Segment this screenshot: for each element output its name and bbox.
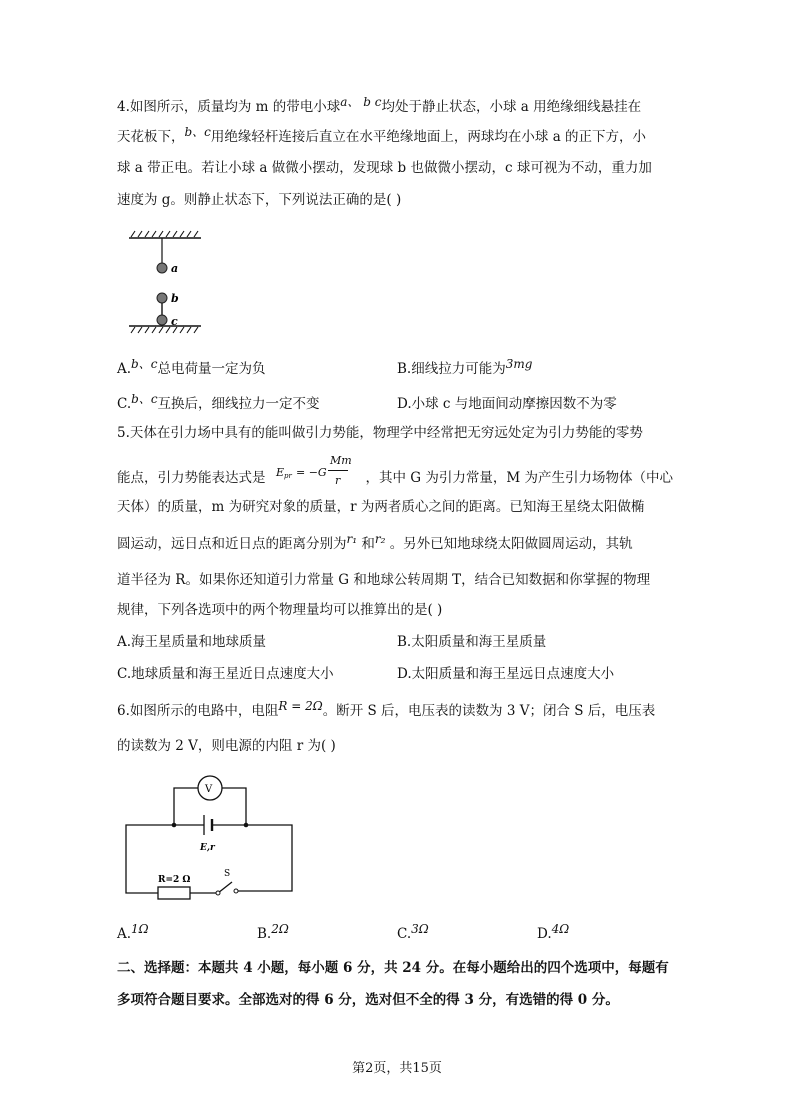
- q4-math-bc: b、c: [184, 125, 211, 139]
- q6-option-a[interactable]: [117, 924, 149, 944]
- ball-c: [157, 315, 167, 325]
- label-a: a: [171, 262, 179, 275]
- q4-text: 4.如图所示，质量均为 m 的带电小球: [117, 99, 341, 115]
- q4-line-4: 速度为 g。则静止状态下，下列说法正确的是( ): [117, 192, 402, 208]
- junction-left: [172, 823, 177, 828]
- option-math: b、c: [131, 357, 158, 371]
- option-letter: A.: [117, 361, 132, 377]
- q4-option-b[interactable]: [397, 359, 532, 379]
- option-math: 2Ω: [271, 922, 289, 936]
- option-math: 1Ω: [131, 922, 149, 936]
- battery-label: E,r: [200, 843, 215, 853]
- q4-line-1: [117, 97, 641, 117]
- section-2-heading-line-1: 二、选择题：本题共 4 小题，每小题 6 分，共 24 分。在每小题给出的四个选项中，每题有: [117, 960, 669, 976]
- q5-math-r2: r₂: [374, 532, 386, 546]
- q5-option-c[interactable]: C.地球质量和海王星近日点速度大小: [117, 666, 334, 682]
- q5-line-6: 规律，下列各选项中的两个物理量均可以推算出的是( ): [117, 602, 443, 618]
- option-letter: C.: [397, 926, 412, 942]
- switch-contact-right: [234, 889, 238, 893]
- q4-line-3: 球 a 带正电。若让小球 a 做微小摆动，发现球 b 也做微小摆动，c 球可视为不动，重力加: [117, 160, 652, 176]
- q6-option-d[interactable]: [537, 924, 569, 944]
- switch-contact-left: [216, 891, 220, 895]
- formula-sub: pr: [284, 472, 292, 480]
- option-math: 4Ω: [551, 922, 570, 936]
- option-letter: D.: [537, 926, 552, 942]
- q5-text: 圆运动，远日点和近日点的距离分别为: [117, 536, 347, 552]
- option-letter: C.: [117, 396, 132, 412]
- q5-option-d[interactable]: D.太阳质量和海王星远日点速度大小: [397, 666, 615, 682]
- q6-text: 。断开 S 后，电压表的读数为 3 V；闭合 S 后，电压表: [322, 703, 656, 719]
- q6-option-c[interactable]: [397, 924, 429, 944]
- formula-num: Mm: [330, 454, 352, 467]
- q5-text: ，其中 G 为引力常量，M 为产生引力场物体（中心: [365, 470, 673, 486]
- q6-option-b[interactable]: [257, 924, 289, 944]
- q5-math-r1: r₁: [346, 532, 358, 546]
- q4-option-a[interactable]: [117, 359, 265, 379]
- q4-line-2: [117, 127, 646, 147]
- q5-formula: [276, 452, 376, 492]
- floor: [129, 326, 201, 333]
- q5-line-4: [117, 534, 633, 554]
- label-b: b: [171, 292, 179, 305]
- ball-b: [157, 293, 167, 303]
- q4-text: 均处于静止状态，小球 a 用绝缘细线悬挂在: [381, 99, 642, 115]
- formula-bar: [328, 470, 348, 471]
- q5-line-5: 道半径为 R。如果你还知道引力常量 G 和地球公转周期 T，结合已知数据和你掌握的物理: [117, 572, 651, 588]
- q6-text: 6.如图所示的电路中，电阻: [117, 703, 279, 719]
- q5-line-2: [117, 468, 673, 488]
- option-math: b、c: [131, 392, 158, 406]
- option-letter: B.: [257, 926, 272, 942]
- resistor-icon: [158, 887, 190, 899]
- option-letter: A.: [117, 926, 132, 942]
- q5-line-1: 5.天体在引力场中具有的能叫做引力势能，物理学中经常把无穷远处定为引力势能的零势: [117, 425, 643, 441]
- formula-E: E: [276, 466, 285, 479]
- label-c: c: [171, 315, 178, 328]
- q6-circuit: [120, 770, 300, 900]
- q6-line-2: 的读数为 2 V，则电源的内阻 r 为( ): [117, 738, 336, 754]
- section-2-heading-line-2: 多项符合题目要求。全部选对的得 6 分，选对但不全的得 3 分，有选错的得 0 分。: [117, 992, 619, 1008]
- switch-label: S: [224, 869, 231, 879]
- q4-figure: [125, 230, 205, 338]
- resistor-label: R=2 Ω: [158, 875, 191, 885]
- q5-text: 。另外已知地球绕太阳做圆周运动，其轨: [389, 536, 633, 552]
- q6-math-R: R = 2Ω: [278, 699, 323, 713]
- q5-option-a[interactable]: A.海王星质量和地球质量: [117, 634, 267, 650]
- formula-eq: = −G: [296, 466, 327, 479]
- option-text: B.细线拉力可能为: [397, 361, 506, 377]
- voltmeter-label: V: [205, 784, 213, 795]
- q6-line-1: [117, 701, 655, 721]
- option-math: 3Ω: [411, 922, 429, 936]
- q4-math-abc: a、 b c: [340, 95, 382, 109]
- q5-text: 和: [361, 536, 375, 552]
- q5-line-3: 天体）的质量，m 为研究对象的质量，r 为两者质心之间的距离。已知海王星绕太阳做椭: [117, 499, 645, 515]
- q4-text: 用绝缘轻杆连接后直立在水平绝缘地面上，两球均在小球 a 的正下方，小: [210, 129, 647, 145]
- q4-text: 天花板下，: [117, 129, 185, 145]
- q5-text: 能点，引力势能表达式是: [117, 470, 266, 486]
- junction-right: [244, 823, 249, 828]
- option-math: 3mg: [505, 357, 533, 371]
- ceiling: [129, 231, 201, 238]
- option-text: 互换后，细线拉力一定不变: [157, 396, 320, 412]
- formula-den: r: [335, 474, 341, 487]
- option-text: 总电荷量一定为负: [157, 361, 266, 377]
- q4-option-c[interactable]: [117, 394, 320, 414]
- q5-option-b[interactable]: B.太阳质量和海王星质量: [397, 634, 547, 650]
- q4-option-d[interactable]: D.小球 c 与地面间动摩擦因数不为零: [397, 396, 617, 412]
- ball-a: [157, 263, 167, 273]
- page-footer: 第2页，共15页: [352, 1061, 442, 1076]
